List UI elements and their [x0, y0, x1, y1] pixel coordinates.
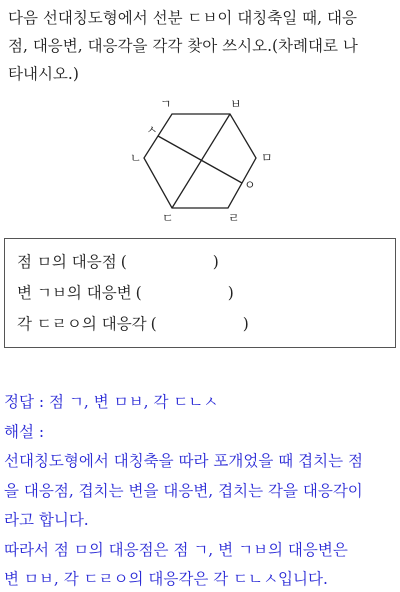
label-s: ㅅ	[146, 123, 158, 137]
hexagon-diagram	[100, 96, 300, 228]
answer-row-3	[17, 309, 395, 340]
answer-row-2-close: )	[227, 284, 234, 302]
answer-line: 정답 : 점 ㄱ, 변 ㅁㅂ, 각 ㄷㄴㅅ	[4, 393, 219, 411]
label-n: ㄴ	[130, 151, 142, 165]
diagonal-line	[158, 136, 242, 183]
solution-section	[4, 388, 398, 592]
question-line-3: 타내시오.)	[8, 65, 79, 83]
hexagon-outline	[144, 114, 256, 208]
answer-row-2-prefix: 변 ㄱㅂ의 대응변	[17, 284, 132, 302]
answer-row-1-prefix: 점 ㅁ의 대응점	[17, 253, 117, 271]
explanation-line-4: 따라서 점 ㅁ의 대응점은 점 ㄱ, 변 ㄱㅂ의 대응변은	[4, 540, 348, 559]
label-o: ㅇ	[244, 178, 256, 192]
answer-row-1	[17, 247, 395, 278]
label-b: ㅂ	[230, 97, 242, 111]
explanation-line-1: 선대칭도형에서 대칭축을 따라 포개었을 때 겹치는 점	[4, 452, 363, 470]
question-line-2: 점, 대응변, 대응각을 각각 찾아 쓰시오.(차례대로 나	[8, 37, 358, 55]
label-r: ㄹ	[228, 211, 240, 225]
question-text	[8, 4, 396, 88]
symmetry-axis-line	[172, 114, 230, 208]
label-g: ㄱ	[160, 97, 172, 111]
explanation-heading: 해설 :	[4, 422, 45, 441]
answer-row-3-close: )	[242, 315, 249, 333]
answer-row-1-close: )	[212, 253, 219, 271]
explanation-line-3: 라고 합니다.	[4, 511, 89, 529]
explanation-line-5: 변 ㅁㅂ, 각 ㄷㄹㅇ의 대응각은 각 ㄷㄴㅅ입니다.	[4, 570, 328, 588]
answer-row-3-open: (	[150, 315, 157, 333]
answer-row-2	[17, 278, 395, 309]
answer-row-1-open: (	[120, 253, 127, 271]
explanation-line-2: 을 대응점, 겹치는 변을 대응변, 겹치는 각을 대응각이	[4, 481, 363, 500]
label-m: ㅁ	[261, 151, 273, 165]
question-line-1: 다음 선대칭도형에서 선분 ㄷㅂ이 대칭축일 때, 대응	[8, 9, 357, 27]
answer-box	[4, 238, 396, 348]
label-d: ㄷ	[162, 211, 174, 225]
answer-row-3-prefix: 각 ㄷㄹㅇ의 대응각	[17, 315, 147, 333]
hexagon-figure	[100, 96, 300, 228]
answer-row-2-open: (	[135, 284, 142, 302]
